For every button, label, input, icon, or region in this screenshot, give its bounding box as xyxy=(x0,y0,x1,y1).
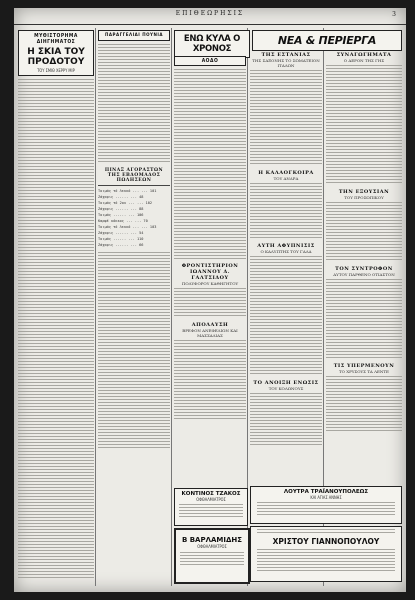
advert-box xyxy=(250,526,402,582)
news-heading: ΑΥΤΗ ΑΦΥΠΝΙΣΙΣ xyxy=(257,243,315,249)
advert-box xyxy=(250,486,402,524)
section-label: ΑΟΔΟ xyxy=(201,58,219,64)
news-heading: ΣΥΝΑΓΩΓΗΜΑΤΑ xyxy=(336,52,392,58)
news-heading: ΤΟ ΑΝΟΙΞΗ ΕΝΩΣΙΣ xyxy=(253,380,319,386)
masthead-title: ΕΠΙΘΕΩΡΗΣΙΣ xyxy=(175,10,245,17)
advert-subtitle: ΟΦΘΑΛΜΙΑΤΡΟΣ xyxy=(196,497,226,502)
advert-body-text xyxy=(179,504,243,518)
news-heading: Η ΚΑΛΑΟΓΚΟΙΡΑ xyxy=(258,170,314,176)
article-subheading: ΠΟΛΥΦΟΡΟΥ ΚΑΘΗΓΗΤΟΥ xyxy=(181,281,239,286)
section-label-box xyxy=(174,56,246,66)
newspaper-page xyxy=(14,8,406,592)
market-body-text-2 xyxy=(98,252,170,448)
news-body-text xyxy=(250,183,322,239)
story-header-box xyxy=(18,30,94,76)
price-row: Ζάχαρις ...... ... 54 xyxy=(98,231,144,235)
feature-banner xyxy=(174,30,250,58)
price-table-title: ΠΙΝΑΞ ΑΓΟΡΑΣΤΩΝ ΤΗΣ ΕΒΔΟΜΑΔΟΣ ΠΩΛΗΣΕΩΝ xyxy=(104,168,164,183)
advert-title: ΚΟΝΤΙΝΟΣ ΤΖΑΚΟΣ xyxy=(181,491,241,497)
column-news-1 xyxy=(250,52,322,447)
news-body-text xyxy=(250,256,322,376)
price-row: Τοιμάς ...... ... 110 xyxy=(98,237,144,241)
price-row: Τοιμάς τό 2ον ... ... 102 xyxy=(98,201,153,205)
section-heading-box xyxy=(98,30,170,41)
news-subheading: ΤΟ ΧΡΥΣΟΥΣ ΤΑ ΛΕΝΤΕ xyxy=(339,369,389,374)
news-heading: ΤΗΣ ΕΣΤΑΝΙΑΣ xyxy=(261,52,311,58)
news-banner xyxy=(252,30,402,51)
column-news-2 xyxy=(326,52,402,432)
price-row: Ζάχαρις ...... ... 66 xyxy=(98,243,144,247)
story-byline: ΤΟΥ ΣΜΙΘ ΧΕΡΡΥ ΜΙΡ xyxy=(37,68,75,73)
price-row: Τοιμάς ...... ... 106 xyxy=(98,213,144,217)
advert-subtitle: ΚΑΙ ΑΓΙΑΣ ΑΝΝΗΣ xyxy=(310,495,342,500)
column-rule xyxy=(95,28,96,586)
price-row: Ζάχαρις ...... ... 88 xyxy=(98,207,144,211)
news-subheading: ΤΟΥ ΚΟΛΩΝΟΥΣ xyxy=(268,386,304,391)
story-kicker: ΜΥΘΙΣΤΟΡΗΜΑ ΔΙΗΓΗΜΑΤΟΣ xyxy=(34,33,78,45)
feature-body-text xyxy=(174,69,246,259)
price-row: Τοιμάς τό Λευκό ... ... 101 xyxy=(98,189,157,193)
news-body-text xyxy=(250,70,322,166)
advert-box xyxy=(174,528,250,584)
advert-body-text xyxy=(257,502,395,516)
masthead xyxy=(14,10,406,25)
news-subheading: ΤΗΣ ΣΑΞΟΝΗΣ ΤΟ ΣΩΜΑΤΕΙΟΝ ΙΤΑΛΩΝ xyxy=(252,58,320,68)
feature-banner-title: ΕΝΩ ΚΥΛΑ Ο ΧΡΟΝΟΣ xyxy=(183,34,241,54)
story-headline: Η ΣΚΙΑ ΤΟΥ ΠΡΟΔΟΤΟΥ xyxy=(27,47,85,67)
news-subheading: Ο ΑΕΡΟΝ ΤΗΣ ΓΗΣ xyxy=(343,58,385,63)
article-heading: ΦΡΟΝΤΙΣΤΗΡΙΟΝ ΙΩΑΝΝΟΥ Δ. ΓΑΛΤΣΙΔΟΥ xyxy=(181,263,239,281)
news-body-text xyxy=(326,279,402,359)
news-heading: ΤΟΝ ΣΥΝΤΡΟΦΟΝ xyxy=(335,266,393,272)
advert-body-text xyxy=(257,529,395,535)
advert-subtitle: ΟΦΘΑΛΜΙΑΤΡΟΣ xyxy=(197,544,227,549)
article2-subheading: ΒΡΕΦΟΝ ΑΝΕΦΕΛΙΩΝ ΚΑΙ ΜΑΣΣΑΛΙΑΣ xyxy=(182,328,238,338)
divider xyxy=(98,185,170,186)
news-subheading: Ο ΚΑΛΥΠΤΗΣ ΤΟΥ ΓΑΛΑ xyxy=(260,249,312,254)
news-heading: ΤΙΣ ΥΠΕΡΜΕΝΟΥΝ xyxy=(333,363,395,369)
news-subheading: ΤΟΥ ΠΡΟΣΩΠΙΚΟΥ xyxy=(344,195,384,200)
page-number: 3 xyxy=(392,11,398,18)
news-body-text xyxy=(326,65,402,185)
market-body-text xyxy=(98,44,170,164)
advert-box xyxy=(174,488,248,526)
news-body-text xyxy=(326,202,402,262)
news-body-text xyxy=(250,393,322,447)
column-serial-story xyxy=(18,30,94,579)
article2-heading: ΑΠΟΛΑΥΣΗ xyxy=(191,322,229,328)
advert-title: ΛΟΥΤΡΑ ΤΡΑΪΑΝΟΥΠΟΛΕΩΣ xyxy=(283,489,369,495)
advert-title: Β ΒΑΡΛΑΜΙΔΗΣ xyxy=(181,536,243,544)
story-body-text xyxy=(18,79,94,579)
article-body-text xyxy=(174,288,246,318)
advert-body-text xyxy=(257,549,395,571)
column-rule xyxy=(171,28,172,586)
price-row: Ζάχαρις ...... ... 48 xyxy=(98,195,144,199)
news-banner-title: ΝΕΑ & ΠΕΡΙΕΡΓΑ xyxy=(277,34,377,47)
article2-body-text xyxy=(174,340,246,420)
news-subheading: ΤΟΥ ΑΝΔΡΑ xyxy=(273,176,299,181)
price-row: Τοιμάς τό Λευκό ... ... 103 xyxy=(98,225,157,229)
column-market-news xyxy=(98,30,170,448)
advert-body-text xyxy=(180,552,244,566)
section-heading: ΠΑΡΑΓΓΕΛΙΑΙ ΠΟΥΝΙΑ xyxy=(104,33,164,38)
advert-title: ΧΡΙΣΤΟΥ ΓΙΑΝΝΟΠΟΥΛΟΥ xyxy=(272,537,380,546)
news-subheading: ΑΥΤΟΥ ΠΑΡΘΕΝΟ ΟΤΙΑΣΤΟΝ xyxy=(333,272,395,277)
price-row: Καρφέ κόκκος ... ... 70 xyxy=(98,219,148,223)
news-heading: ΤΗΝ ΕΞΟΥΣΙΑΝ xyxy=(338,189,390,195)
news-body-text xyxy=(326,376,402,432)
price-table xyxy=(98,188,170,248)
